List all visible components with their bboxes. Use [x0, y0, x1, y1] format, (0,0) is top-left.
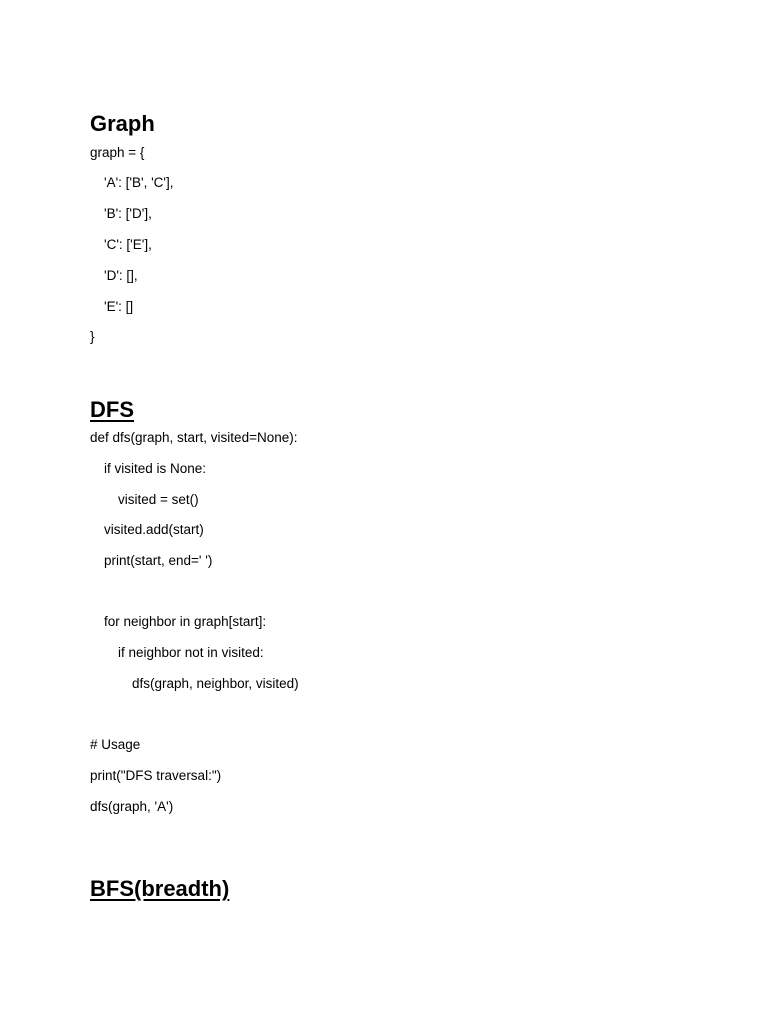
code-line: if visited is None: [104, 461, 207, 476]
heading-bfs: BFS(breadth) [90, 876, 230, 901]
code-line: 'B': ['D'], [104, 206, 152, 221]
code-line: dfs(graph, 'A') [90, 799, 174, 814]
code-line: def dfs(graph, start, visited=None): [90, 430, 298, 445]
code-line: print("DFS traversal:") [90, 768, 222, 783]
code-line: 'A': ['B', 'C'], [104, 175, 174, 190]
code-line: # Usage [90, 737, 141, 752]
heading-dfs: DFS [90, 397, 134, 422]
code-line: print(start, end=' ') [104, 553, 213, 568]
code-line: visited = set() [118, 492, 199, 507]
code-line: 'E': [] [104, 299, 134, 314]
code-line: } [90, 329, 95, 344]
code-line: visited.add(start) [104, 522, 204, 537]
code-line: 'D': [], [104, 268, 138, 283]
code-line: dfs(graph, neighbor, visited) [132, 676, 299, 691]
code-line: graph = { [90, 145, 145, 160]
heading-graph: Graph [90, 111, 155, 136]
code-line: if neighbor not in visited: [118, 645, 264, 660]
code-line: for neighbor in graph[start]: [104, 614, 267, 629]
code-line: 'C': ['E'], [104, 237, 152, 252]
